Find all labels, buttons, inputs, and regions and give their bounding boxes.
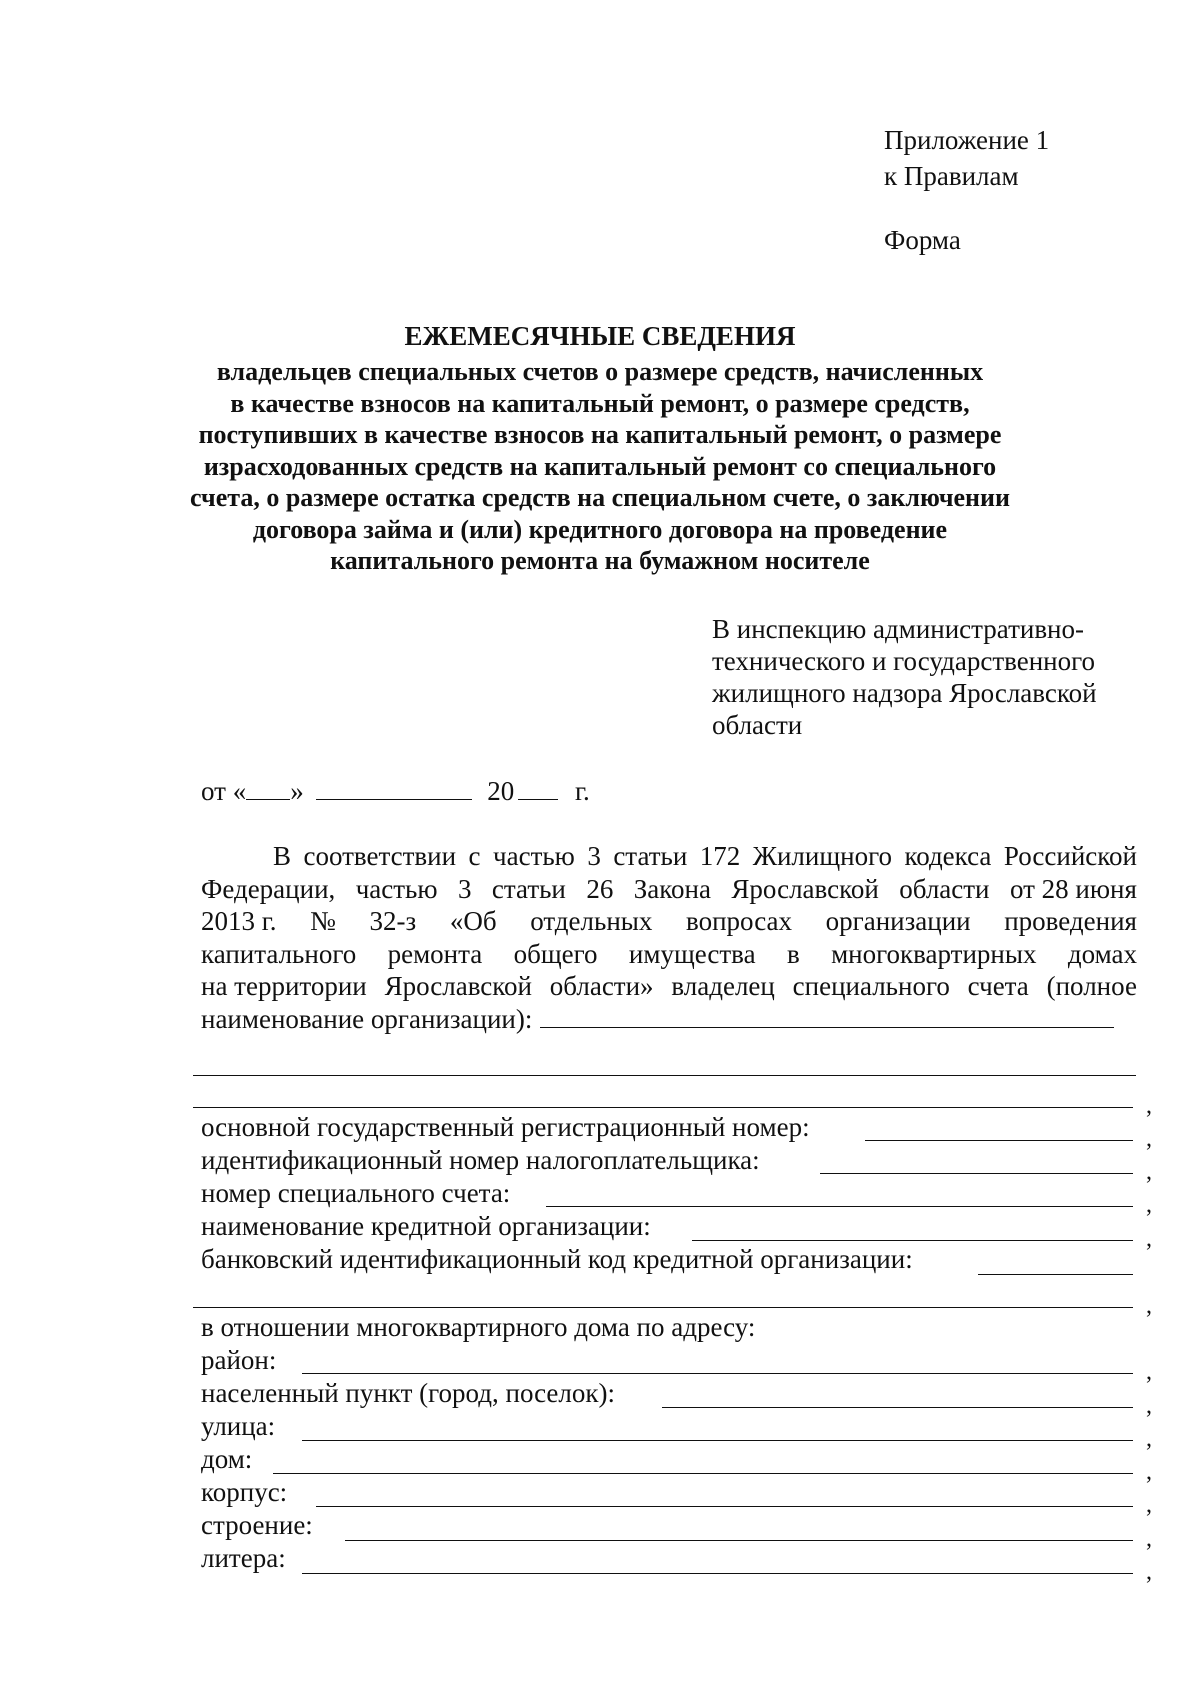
word: ремонта [387, 938, 483, 969]
word: 3 [587, 841, 601, 871]
recipient-line: области [712, 710, 803, 740]
word: № [310, 906, 336, 937]
word: общего [513, 938, 598, 969]
word: имущества [628, 938, 756, 969]
recipient-line: технического и государственного [712, 646, 1096, 676]
word: на территории [201, 971, 367, 1002]
account-field[interactable] [546, 1206, 1133, 1207]
word: «Об [449, 906, 497, 937]
word: кодекса [904, 841, 992, 871]
bank-name-label: наименование кредитной организации: [201, 1211, 651, 1241]
structure-label: строение: [201, 1510, 313, 1540]
day-blank[interactable] [246, 775, 290, 800]
document-title: ЕЖЕМЕСЯЧНЫЕ СВЕДЕНИЯ [404, 321, 796, 351]
appendix-line-2: к Правилам [884, 161, 1019, 191]
building-label: корпус: [201, 1477, 288, 1507]
word: Закона [633, 873, 711, 904]
comma: , [1146, 1559, 1152, 1585]
word: Ярославской [731, 873, 879, 904]
body-line-1 [201, 840, 1137, 873]
word: частью [355, 873, 438, 904]
word: отдельных [530, 906, 653, 937]
recipient-block [712, 613, 1097, 741]
document-subtitle [160, 356, 1040, 577]
word: статьи [613, 841, 688, 871]
org-name-blank-2[interactable] [193, 1075, 1136, 1076]
appendix-note [884, 122, 1049, 194]
date-from-label: от « [201, 776, 247, 806]
subtitle-line: владельцев специальных счетов о размере средств, начисленных [216, 357, 984, 386]
comma: , [1146, 1192, 1152, 1218]
locality-field[interactable] [662, 1407, 1133, 1408]
district-field[interactable] [302, 1373, 1133, 1374]
appendix-line-1: Приложение 1 [884, 125, 1050, 155]
comma: , [1146, 1526, 1152, 1552]
letter-label: литера: [201, 1543, 286, 1573]
word: Федерации, [201, 873, 336, 904]
word: (полное [1046, 971, 1137, 1002]
word: области [899, 873, 990, 904]
word: частью [493, 841, 575, 871]
word: организации [825, 906, 971, 937]
inn-label: идентификационный номер налогоплательщика: [201, 1145, 760, 1175]
address-intro: в отношении многоквартирного дома по адресу: [201, 1312, 756, 1342]
word: в [786, 938, 800, 969]
word: Российской [1003, 841, 1137, 871]
word: специального [792, 971, 950, 1002]
locality-label: населенный пункт (город, поселок): [201, 1378, 615, 1408]
body-line-4 [201, 938, 1137, 971]
district-label: район: [201, 1345, 277, 1375]
word: 172 [699, 841, 741, 871]
comma: , [1146, 1459, 1152, 1485]
word: соответствии [303, 841, 457, 871]
recipient-line: жилищного надзора Ярославской [712, 678, 1097, 708]
year-suffix: г. [574, 776, 590, 806]
word: области» [549, 971, 654, 1002]
ogrn-field[interactable] [865, 1140, 1133, 1141]
comma: , [1146, 1393, 1152, 1419]
word: 26 [586, 873, 614, 904]
form-label: Форма [884, 225, 961, 255]
date-line [201, 775, 590, 807]
comma: , [1146, 1126, 1152, 1152]
body-line-3 [201, 905, 1137, 938]
comma: , [1146, 1359, 1152, 1385]
year-blank[interactable] [518, 775, 558, 800]
word: Жилищного [752, 841, 892, 871]
comma: , [1146, 1492, 1152, 1518]
comma: , [1146, 1226, 1152, 1252]
year-prefix: 20 [487, 776, 515, 806]
subtitle-line: израсходованных средств на капитальный ремонт со специального [203, 451, 997, 481]
subtitle-line: в качестве взносов на капитальный ремонт, о размере средств, [230, 388, 970, 418]
subtitle-line: счета, о размере остатка средств на специальном счете, о заключении [190, 483, 1010, 512]
org-name-label: наименование организации): [201, 1003, 533, 1034]
street-field[interactable] [302, 1440, 1133, 1441]
street-label: улица: [201, 1411, 276, 1441]
subtitle-line: капитального ремонта на бумажном носителе [330, 546, 870, 575]
word: вопросах [686, 906, 793, 937]
bank-name-field[interactable] [692, 1240, 1133, 1241]
inn-field[interactable] [820, 1173, 1133, 1174]
recipient-line: В инспекцию административно- [712, 614, 1085, 644]
org-name-blank-3[interactable] [193, 1107, 1133, 1108]
comma: , [1146, 1426, 1152, 1452]
date-close-quote: » [290, 776, 304, 806]
word: владелец [671, 971, 775, 1002]
comma: , [1146, 1293, 1152, 1319]
word: с [468, 841, 481, 871]
org-name-blank[interactable] [540, 1003, 1114, 1028]
bik-field-continued[interactable] [193, 1307, 1133, 1308]
word: счета [967, 971, 1029, 1002]
word: 32-з [369, 906, 417, 937]
word: домах [1067, 938, 1137, 969]
subtitle-line: поступивших в качестве взносов на капитальный ремонт, о размере [198, 420, 1002, 449]
comma: , [1146, 1159, 1152, 1185]
word: многоквартирных [831, 938, 1037, 969]
subtitle-line: договора займа и (или) кредитного договора на проведение [252, 514, 948, 544]
body-line-6 [201, 1003, 1137, 1036]
word: 3 [457, 873, 472, 904]
bik-field[interactable] [978, 1274, 1133, 1275]
structure-field[interactable] [345, 1540, 1133, 1541]
letter-field[interactable] [302, 1573, 1133, 1574]
account-label: номер специального счета: [201, 1178, 511, 1208]
word: статьи [491, 873, 566, 904]
house-field[interactable] [273, 1473, 1133, 1474]
building-field[interactable] [316, 1506, 1133, 1507]
word: капитального [201, 938, 357, 969]
house-label: дом: [201, 1444, 253, 1474]
comma: , [1146, 1093, 1152, 1119]
ogrn-label: основной государственный регистрационный номер: [201, 1112, 810, 1142]
body-line-2 [201, 873, 1137, 906]
bik-label: банковский идентификационный код кредитной организации: [201, 1244, 913, 1274]
body-paragraph [201, 840, 1137, 1036]
word: проведения [1004, 906, 1137, 937]
word: Ярославской [384, 971, 532, 1002]
word: от 28 июня [1009, 873, 1137, 904]
month-blank[interactable] [316, 775, 472, 800]
body-line-5 [201, 970, 1137, 1003]
word: В [273, 841, 292, 871]
word: 2013 г. [201, 906, 277, 937]
